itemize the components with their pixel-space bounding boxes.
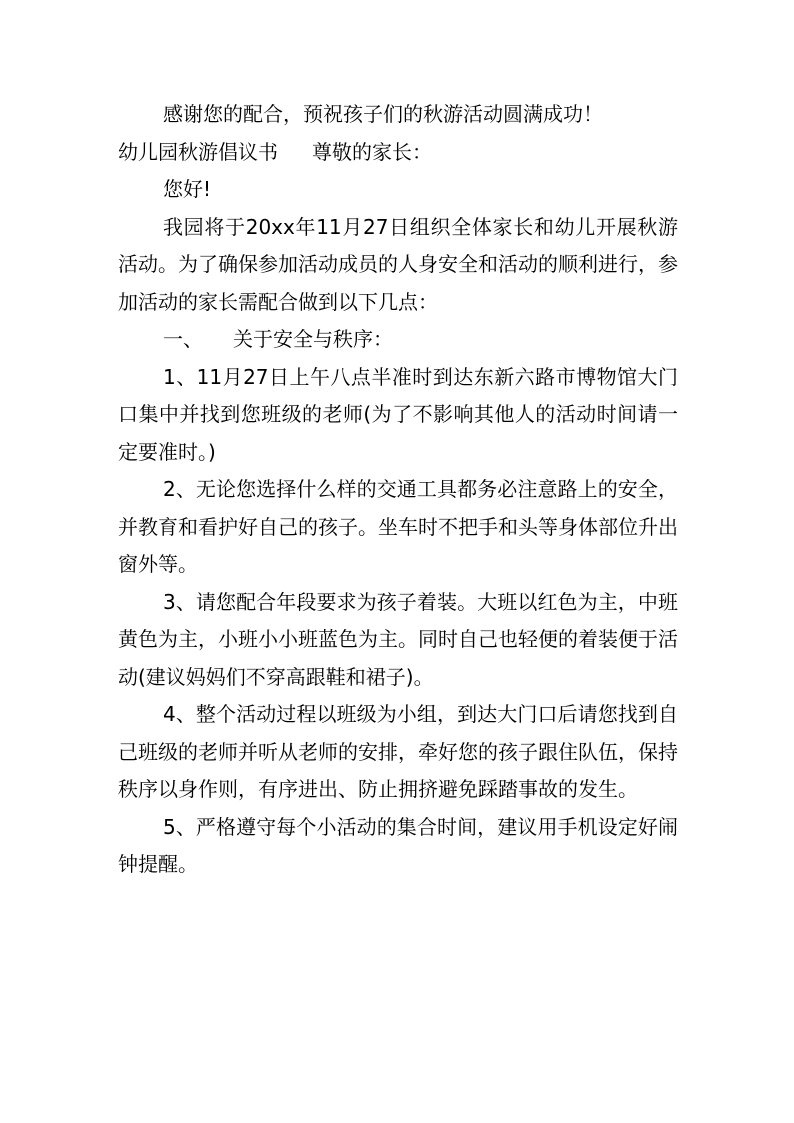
section-title: 关于安全与秩序： — [233, 327, 393, 351]
list-item: 5、严格遵守每个小活动的集合时间，建议用手机设定好闹钟提醒。 — [118, 814, 678, 876]
document-body — [118, 96, 678, 884]
list-item: 1、11月27日上午八点半准时到达东新六路市博物馆大门口集中并找到您班级的老师(为了不影响其他人的活动时间请一定要准时。) — [118, 364, 678, 464]
salutation: 尊敬的家长： — [312, 139, 432, 164]
list-item: 3、请您配合年段要求为孩子着装。大班以红色为主，中班黄色为主，小班小小班蓝色为主。同时自己也轻便的着装便于活动(建议妈妈们不穿高跟鞋和裙子)。 — [118, 589, 678, 689]
section-heading — [118, 321, 678, 359]
section-number: 一、 — [163, 327, 203, 351]
title-line — [118, 134, 678, 172]
greeting: 您好! — [163, 177, 212, 201]
list-item: 2、无论您选择什么样的交通工具都务必注意路上的安全，并教育和看护好自己的孩子。坐车时不把手和头等身体部位升出窗外等。 — [118, 477, 678, 576]
list-item: 4、整个活动过程以班级为小组，到达大门口后请您找到自己班级的老师并听从老师的安排，牵好您的孩子跟住队伍，保持秩序以身作则，有序进出、防止拥挤避免踩踏事故的发生。 — [118, 702, 678, 801]
thanks-line: 感谢您的配合，预祝孩子们的秋游活动圆满成功！ — [163, 102, 603, 126]
document-title: 幼儿园秋游倡议书 — [118, 139, 278, 164]
intro-paragraph: 我园将于20xx年11月27日组织全体家长和幼儿开展秋游活动。为了确保参加活动成员的人身安全和活动的顺利进行，参加活动的家长需配合做到以下几点： — [118, 214, 678, 314]
